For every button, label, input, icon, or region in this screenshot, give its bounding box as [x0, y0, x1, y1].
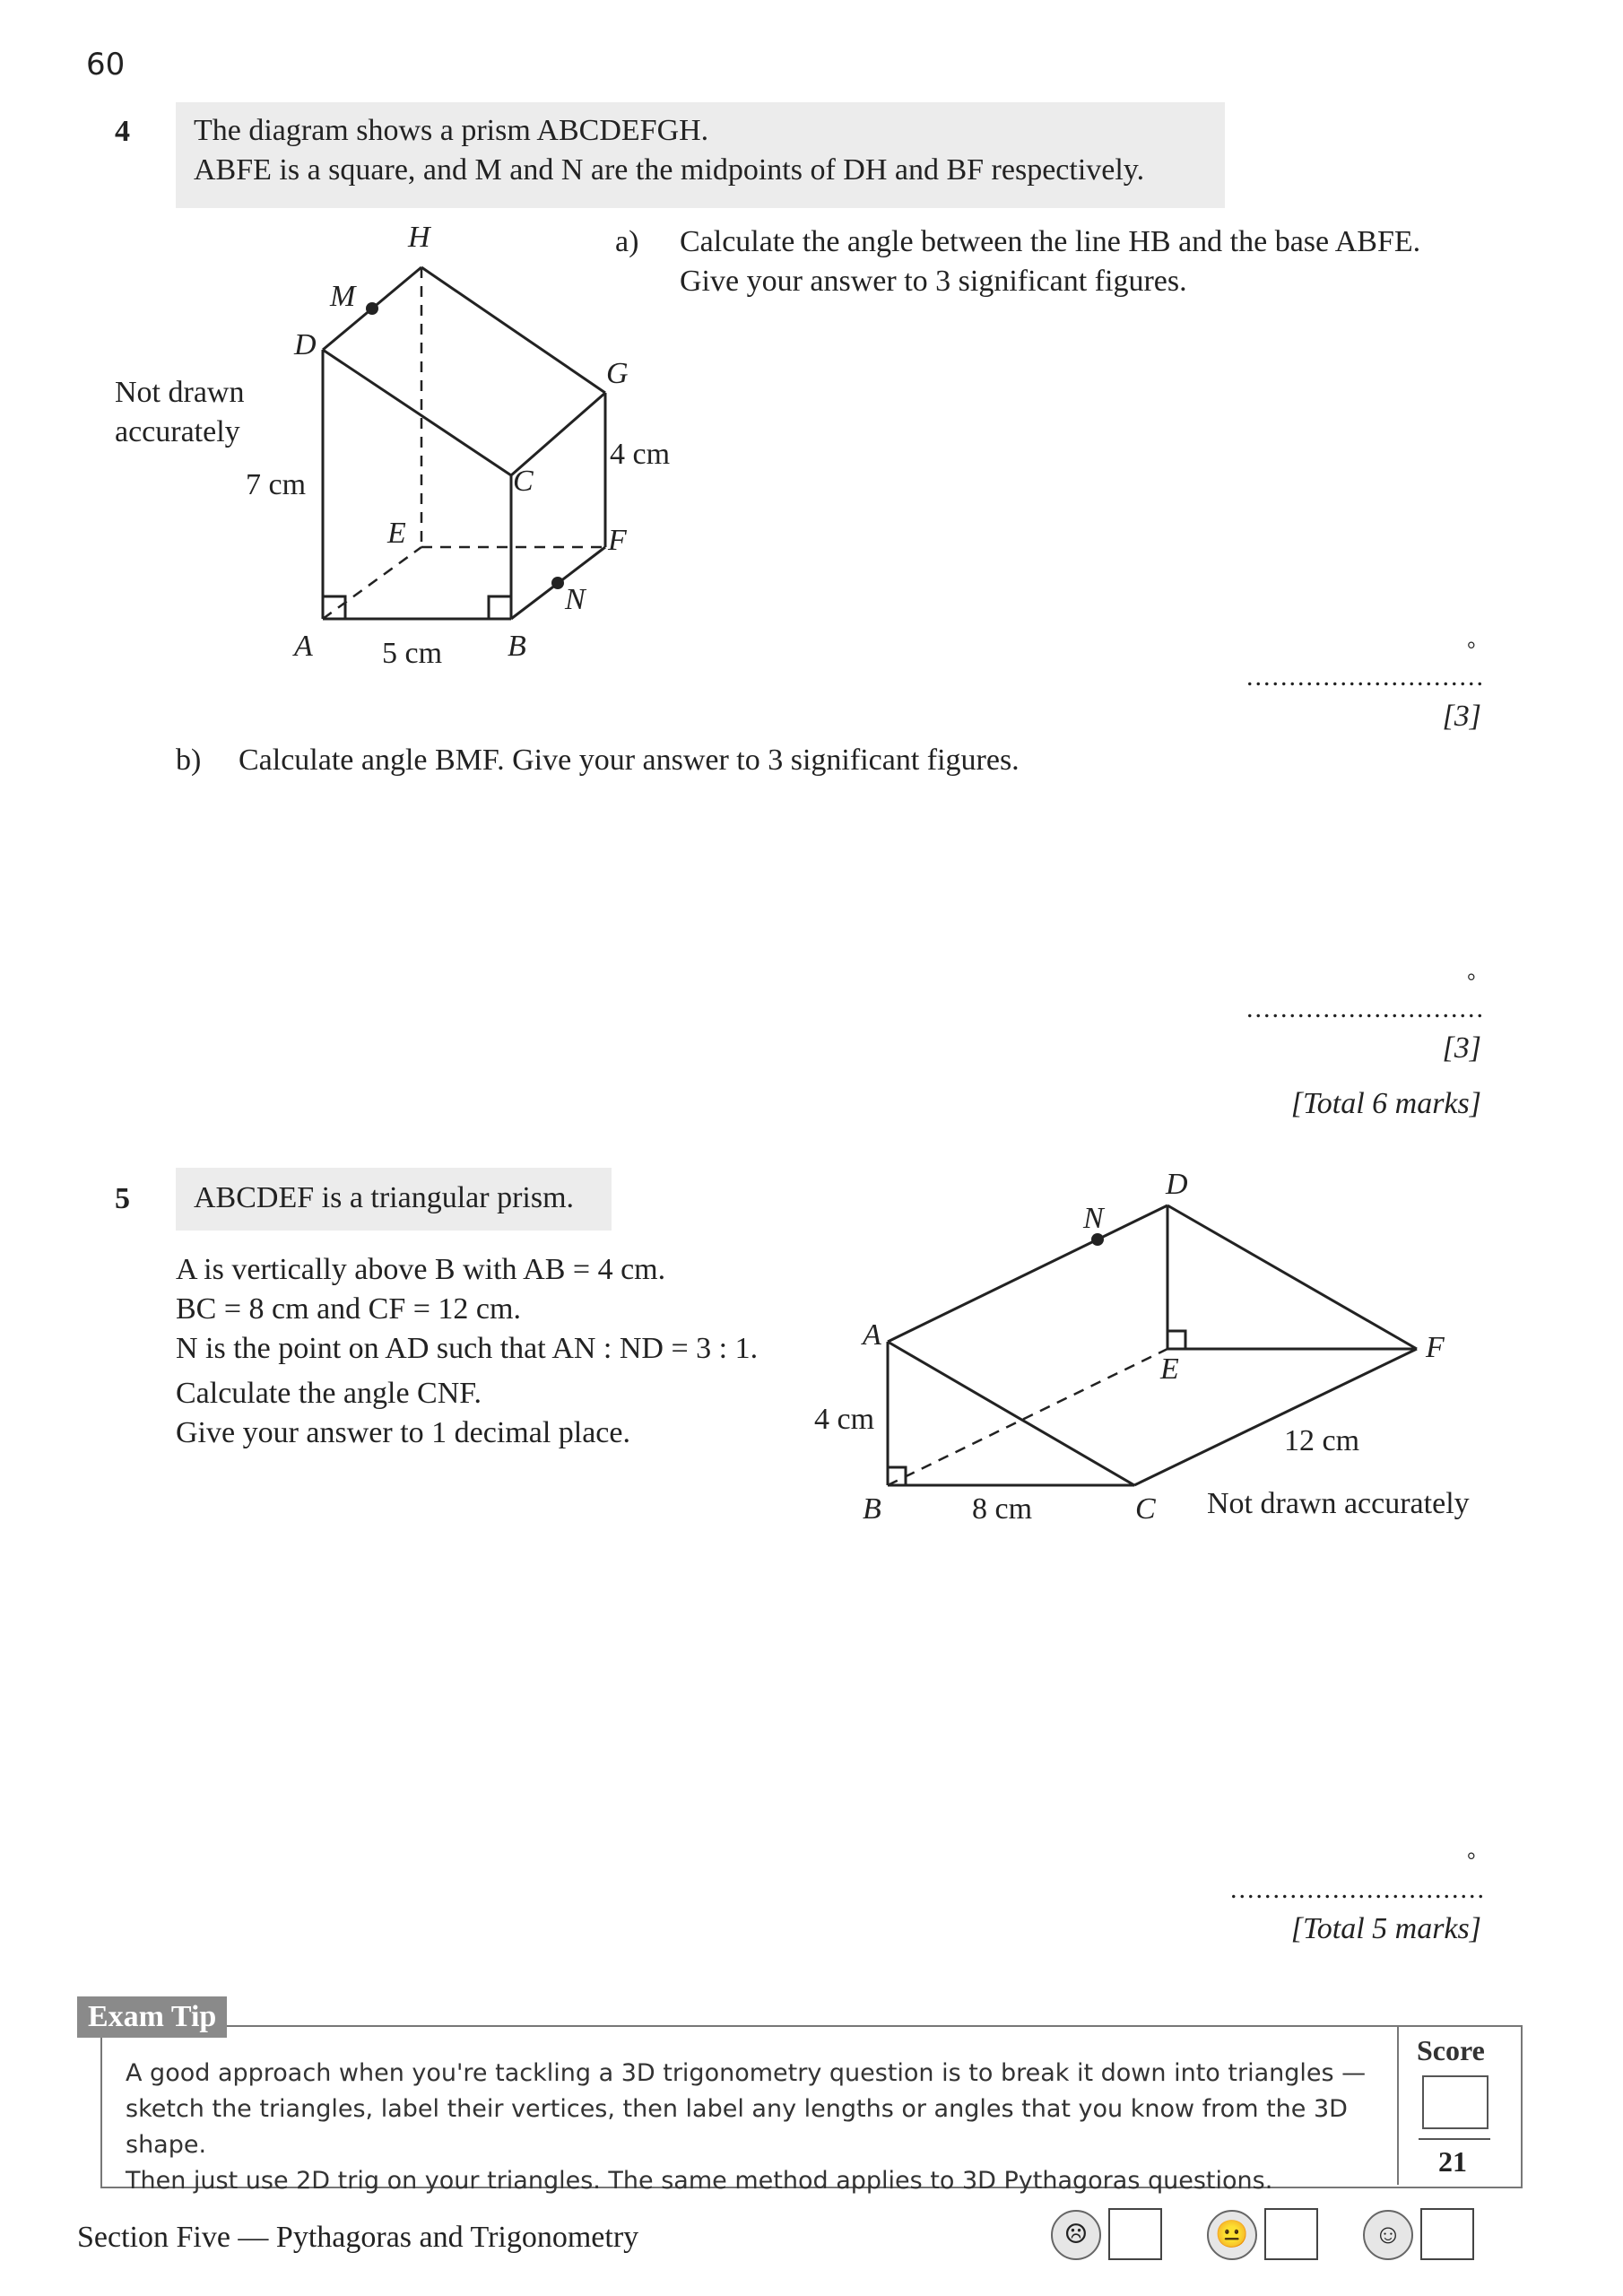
q4-part-a-line1: Calculate the angle between the line HB and the base ABFE. — [680, 225, 1421, 258]
neutral-face-icon: 😐 — [1207, 2210, 1257, 2260]
hidden-edge-BE — [888, 1349, 1167, 1485]
q4b-degree-symbol: ° — [1467, 970, 1476, 994]
sad-face-icon: ☹ — [1051, 2210, 1101, 2260]
q4-label-H: H — [408, 221, 430, 254]
q5-line5: Give your answer to 1 decimal place. — [176, 1416, 630, 1449]
score-total: 21 — [1438, 2145, 1467, 2178]
q5-answer-line[interactable]: .............................. — [1230, 1874, 1486, 1904]
q4a-degree-symbol: ° — [1467, 639, 1476, 662]
q4-part-b-label: b) — [176, 744, 202, 777]
q5-prism-diagram — [861, 1166, 1453, 1525]
right-angle-E — [1167, 1331, 1185, 1349]
q4-label-F: F — [608, 524, 627, 557]
question-4-intro-line1: The diagram shows a prism ABCDEFGH. — [194, 114, 709, 147]
q5-label-N: N — [1083, 1202, 1104, 1235]
q5-label-B: B — [863, 1492, 881, 1526]
q5-degree-symbol: ° — [1467, 1849, 1476, 1873]
sad-tick-box[interactable] — [1108, 2208, 1162, 2260]
neutral-tick-box[interactable] — [1264, 2208, 1318, 2260]
point-M — [366, 302, 378, 315]
q4-label-N: N — [565, 583, 586, 616]
q4-label-C: C — [513, 465, 534, 498]
q5-not-drawn-note: Not drawn accurately — [1207, 1487, 1470, 1520]
score-fraction-line — [1419, 2138, 1490, 2140]
q4b-answer-line[interactable]: ............................ — [1246, 994, 1485, 1023]
hidden-edge-AE — [323, 547, 421, 619]
score-input-box[interactable] — [1422, 2075, 1488, 2129]
q5-label-A: A — [863, 1318, 881, 1352]
q4-part-a-label: a) — [615, 225, 639, 258]
right-angle-B — [888, 1467, 906, 1485]
q4-part-a-line2: Give your answer to 3 significant figures. — [680, 265, 1187, 298]
happy-face-icon: ☺ — [1363, 2210, 1413, 2260]
q4-part-b-text: Calculate angle BMF. Give your answer to 3 significant figures. — [239, 744, 1020, 777]
q4-length-4cm: 4 cm — [610, 438, 671, 471]
edge-CG — [511, 393, 605, 475]
q5-line3: N is the point on AD such that AN : ND = 3 : 1. — [176, 1332, 759, 1365]
edge-DC — [323, 350, 511, 475]
exam-tip-line3: Then just use 2D trig on your triangles. The same method applies to 3D Pythagoras questions. — [126, 2167, 1273, 2195]
question-5-intro: ABCDEF is a triangular prism. — [194, 1181, 575, 1214]
question-4-intro-box — [176, 102, 1225, 208]
question-4-number: 4 — [115, 115, 130, 148]
right-angle-B — [489, 596, 511, 619]
q4-not-drawn-line2: accurately — [115, 415, 240, 448]
q5-label-D: D — [1166, 1168, 1188, 1201]
question-5-body — [176, 1250, 758, 1453]
q4a-marks: [3] — [1442, 700, 1481, 733]
score-label: Score — [1417, 2034, 1485, 2066]
edge-AD — [888, 1205, 1167, 1342]
q4-label-A: A — [294, 630, 313, 663]
exam-tip-text — [126, 2056, 1381, 2199]
q5-length-4cm: 4 cm — [814, 1403, 875, 1436]
q5-line2: BC = 8 cm and CF = 12 cm. — [176, 1292, 521, 1326]
exam-tip-line2: sketch the triangles, label their vertices, then label any lengths or angles that you know from the 3D shape. — [126, 2095, 1348, 2159]
q4-total-marks: [Total 6 marks] — [1290, 1087, 1481, 1120]
happy-tick-box[interactable] — [1420, 2208, 1474, 2260]
edge-HG — [421, 267, 605, 393]
q4-label-D: D — [294, 328, 317, 361]
q4b-marks: [3] — [1442, 1031, 1481, 1065]
q5-line4: Calculate the angle CNF. — [176, 1377, 482, 1410]
q5-line1: A is vertically above B with AB = 4 cm. — [176, 1253, 666, 1286]
q4-label-B: B — [508, 630, 526, 663]
page-number: 60 — [86, 47, 126, 83]
question-5-intro-box — [176, 1168, 612, 1231]
q5-length-8cm: 8 cm — [972, 1492, 1033, 1526]
q4a-answer-line[interactable]: ............................ — [1246, 662, 1485, 691]
q4-not-drawn-line1: Not drawn — [115, 376, 245, 409]
section-footer: Section Five — Pythagoras and Trigonometry — [77, 2221, 639, 2254]
score-divider — [1397, 2025, 1399, 2185]
q4-label-M: M — [330, 280, 356, 313]
exam-tip-line1: A good approach when you're tackling a 3D trigonometry question is to break it down into triangles — — [126, 2059, 1367, 2087]
q4-label-E: E — [387, 517, 406, 550]
question-4-intro-line2: ABFE is a square, and M and N are the midpoints of DH and BF respectively. — [194, 153, 1145, 187]
exam-tip-label: Exam Tip — [77, 1996, 227, 2038]
question-5-number: 5 — [115, 1182, 130, 1215]
edge-AC — [888, 1342, 1134, 1485]
point-N — [551, 577, 564, 589]
q5-length-12cm: 12 cm — [1284, 1424, 1360, 1457]
q4-label-G: G — [606, 357, 629, 390]
q5-label-F: F — [1426, 1331, 1445, 1364]
q4-length-5cm: 5 cm — [382, 637, 443, 670]
edge-DF — [1167, 1205, 1417, 1349]
q5-label-E: E — [1160, 1352, 1179, 1386]
q5-label-C: C — [1135, 1492, 1156, 1526]
q4-length-7cm: 7 cm — [246, 468, 307, 501]
q4-not-drawn-note — [115, 373, 244, 452]
q4-part-a-text — [680, 222, 1420, 301]
q5-total-marks: [Total 5 marks] — [1290, 1912, 1481, 1945]
